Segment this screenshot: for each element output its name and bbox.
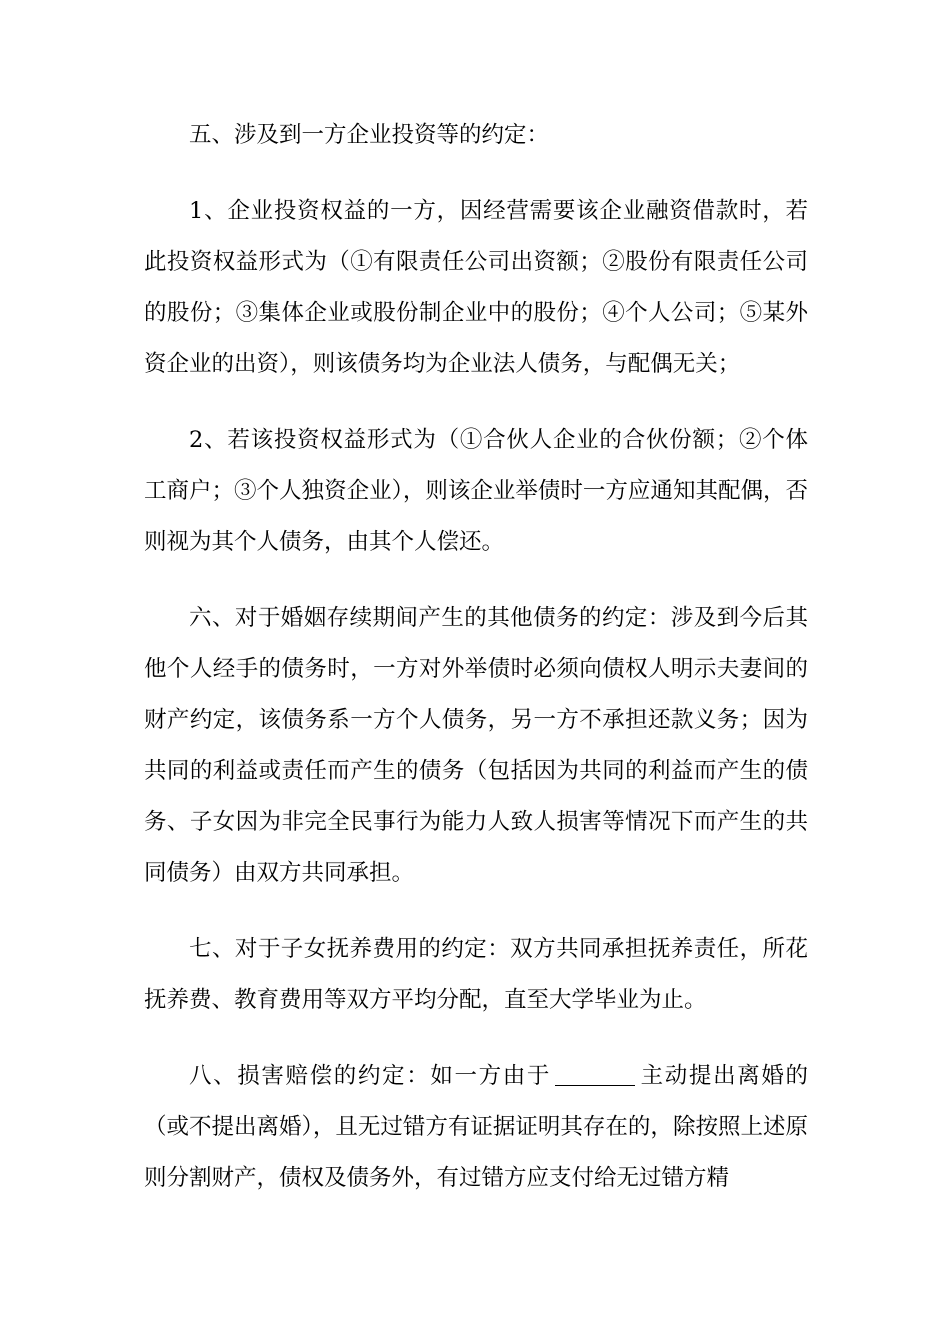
section-five-item-2: 2、若该投资权益形式为（①合伙人企业的合伙份额；②个体工商户；③个人独资企业），则该企业举债时一方应通知其配偶，否则视为其个人债务，由其个人偿还。 <box>144 427 808 555</box>
section-eight-paragraph <box>144 1051 808 1204</box>
section-five-heading: 五、涉及到一方企业投资等的约定： <box>189 122 550 148</box>
fill-in-blank <box>555 1063 635 1087</box>
section-eight-text-before-blank: 八、损害赔偿的约定：如一方由于 <box>189 1063 552 1089</box>
section-seven-paragraph: 七、对于子女抚养费用的约定：双方共同承担抚养责任，所花抚养费、教育费用等双方平均分配，直至大学毕业为止。 <box>144 936 808 1013</box>
section-eight-text-after-blank: 主动提出离婚的（或不提出离婚），且无过错方有证据证明其存在的，除按照上述原则分割财产，债权及债务外，有过错方应支付给无过错方精 <box>144 1063 808 1191</box>
section-five-item-1: 1、企业投资权益的一方，因经营需要该企业融资借款时，若此投资权益形式为（①有限责任公司出资额；②股份有限责任公司的股份；③集体企业或股份制企业中的股份；④个人公司；⑤某外资企业的出资），则该债务均为企业法人债务，与配偶无关； <box>144 198 808 377</box>
section-six-paragraph: 六、对于婚姻存续期间产生的其他债务的约定：涉及到今后其他个人经手的债务时，一方对外举债时必须向债权人明示夫妻间的财产约定，该债务系一方个人债务，另一方不承担还款义务；因为共同的利益或责任而产生的债务（包括因为共同的利益而产生的债务、子女因为非完全民事行为能力人致人损害等情况下而产生的共同债务）由双方共同承担。 <box>144 605 808 886</box>
document-body <box>144 110 808 1204</box>
